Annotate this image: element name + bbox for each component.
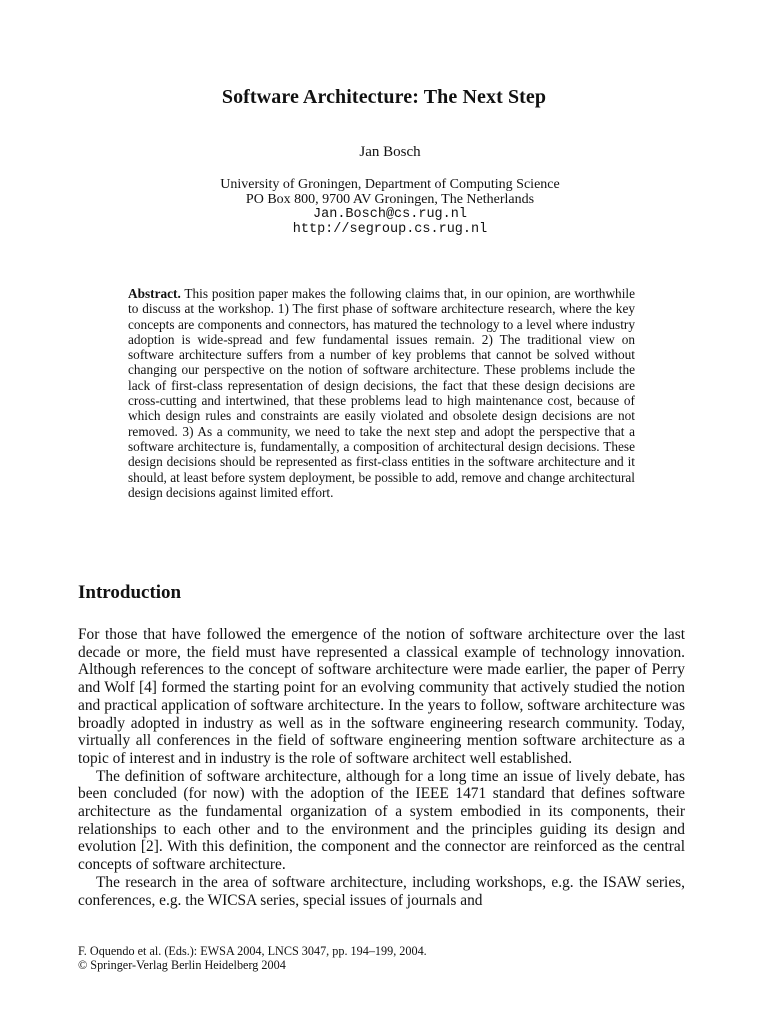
author-name: Jan Bosch: [359, 144, 421, 160]
abstract-text: This position paper makes the following claims that, in our opinion, are worthwhile to discuss at the workshop. 1) The first phase of software architecture research, where the key concepts are components and connectors, has matured the technology to a level where industry adoption is wide-spread and few fundamental issues remain. 2) The traditional view on software architecture suffers from a number of key problems that cannot be solved without changing our perspective on the notion of software architecture. These problems include the lack of first-class representation of design decisions, the fact that these design decisions are cross-cutting and intertwined, that these problems lead to high maintenance cost, because of which design rules and constraints are easily violated and obsolete design decisions are not removed. 3) As a community, we need to take the next step and adopt the perspective that a software architecture is, fundamentally, a composition of architectural design decisions. These design decisions should be represented as first-class entities in the software architecture and it should, at least before system deployment, be possible to add, remove and change architectural design decisions against limited effort.: [128, 286, 635, 500]
group-url: http://segroup.cs.rug.nl: [292, 222, 488, 237]
footer-copyright: © Springer-Verlag Berlin Heidelberg 2004: [78, 958, 286, 972]
footer-citation: F. Oquendo et al. (Eds.): EWSA 2004, LNCS 3047, pp. 194–199, 2004.: [78, 944, 427, 958]
introduction-paragraph: The definition of software architecture, although for a long time an issue of lively debate, has been concluded (for now) with the adoption of the IEEE 1471 standard that defines software architecture as the fundamental organization of a system embodied in its components, their relationships to each other and to the environment and the principles guiding its design and evolution [2]. With this definition, the component and the connector are reinforced as the central concepts of software architecture.: [78, 767, 685, 874]
affiliation-address: PO Box 800, 9700 AV Groningen, The Netherlands: [245, 192, 535, 207]
paper-title: Software Architecture: The Next Step: [221, 86, 547, 108]
section-heading-introduction: Introduction: [78, 582, 182, 603]
abstract: [128, 286, 635, 500]
abstract-label: Abstract.: [128, 286, 181, 301]
introduction-body: [78, 626, 685, 909]
introduction-paragraph: The research in the area of software architecture, including workshops, e.g. the ISAW series, conferences, e.g. the WICSA series, special issues of journals and: [78, 873, 685, 909]
affiliation-block: [0, 177, 768, 237]
introduction-paragraph: For those that have followed the emergence of the notion of software architecture over the last decade or more, the field must have represented a classical example of technology innovation. Although references to the concept of software architecture were made earlier, the paper of Perry and Wolf [4] formed the starting point for an evolving community that actively studied the notion and practical application of software architecture. In the years to follow, software architecture was broadly adopted in industry as well as in the software engineering research community. Today, virtually all conferences in the field of software engineering mention software architecture as a topic of interest and in industry is the role of software architect well established.: [78, 626, 685, 767]
affiliation-institution: University of Groningen, Department of Computing Science: [220, 177, 560, 192]
author-email: Jan.Bosch@cs.rug.nl: [313, 207, 467, 222]
page-footer: [78, 944, 685, 972]
